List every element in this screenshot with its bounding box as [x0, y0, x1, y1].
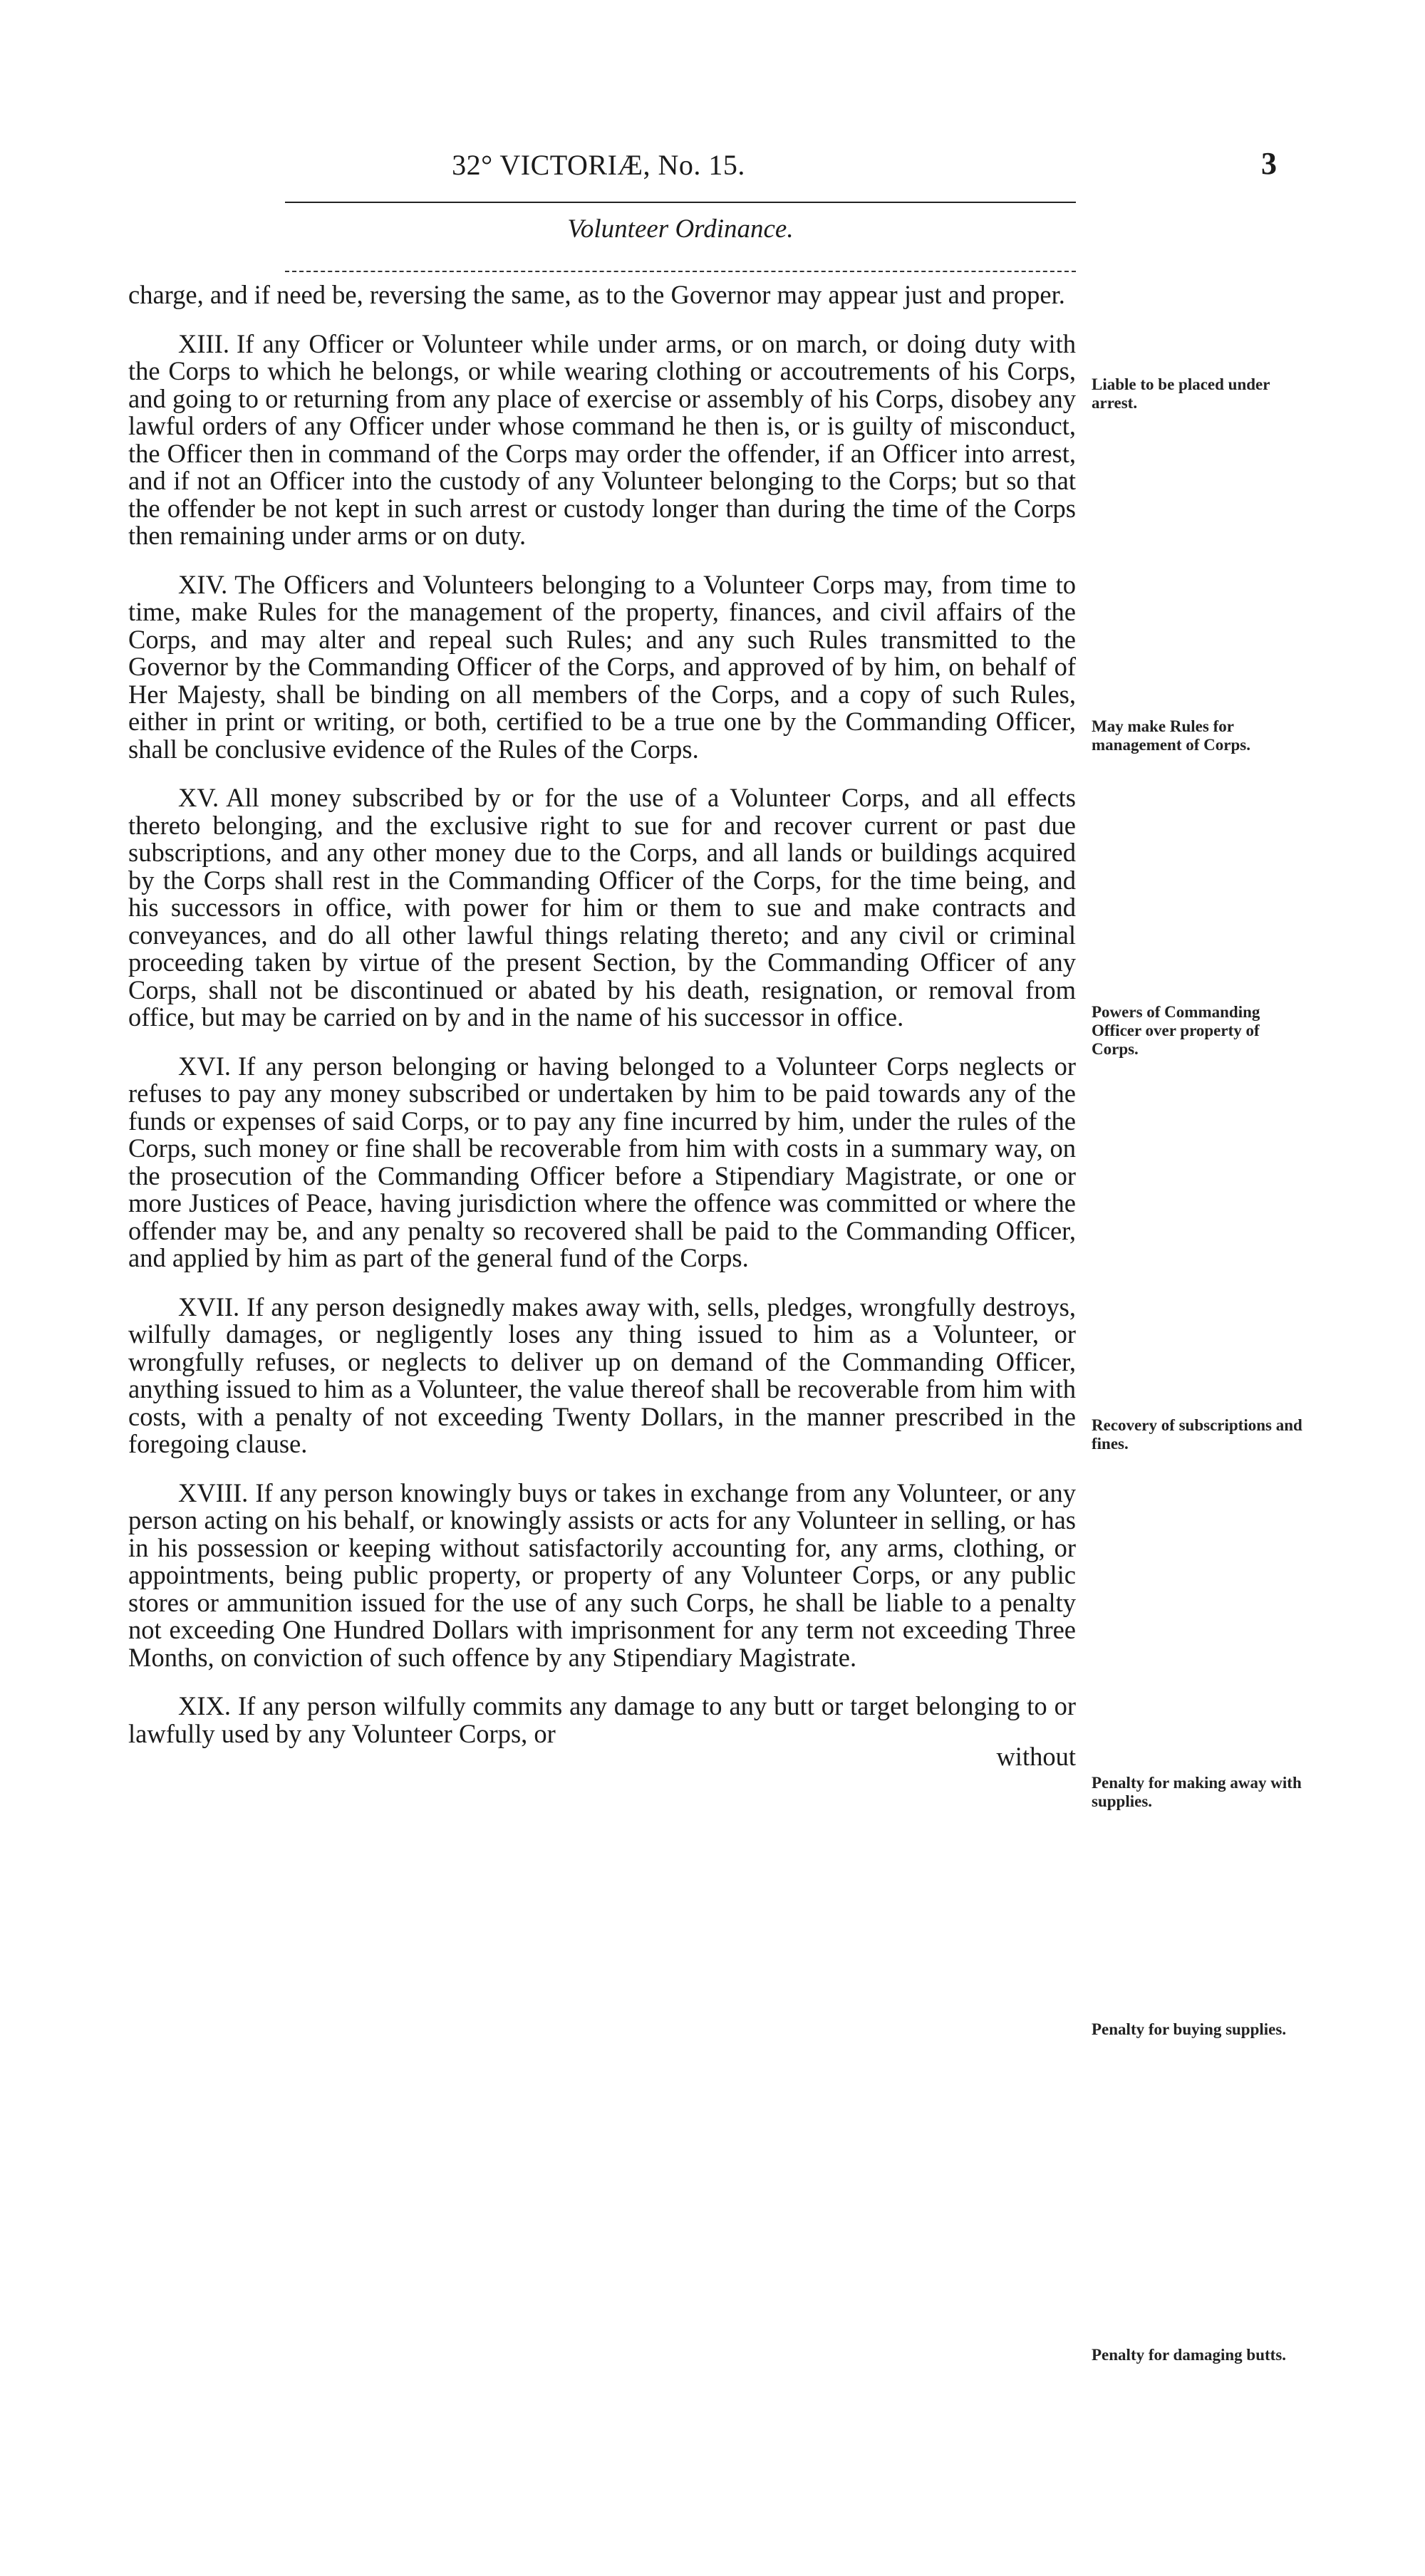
section-number: XVII. [178, 1292, 240, 1321]
running-head: 32° VICTORIÆ, No. 15. [452, 149, 745, 181]
header-rule [285, 202, 1076, 203]
section-text: If any person knowingly buys or takes in exchange from any Volunteer, or any person acting on his behalf, or knowingly assists or acts for any Volunteer in selling, or has in his possession or keeping without satisfactorily accounting for, any arms, clothing, or appointments, being public property, or property of any Volunteer Corps, or any public stores or ammunition issued for the use of any such Corps, he shall be liable to a penalty not exceeding One Hundred Dollars with imprisonment for any term not exceeding Three Months, on conviction of such offence by any Stipendiary Magistrate. [128, 1477, 1076, 1672]
sidenote-recovery: Recovery of subscriptions and fines. [1092, 1416, 1302, 1453]
catchword: without [996, 1742, 1076, 1771]
section-text: If any person wilfully commits any damage to any butt or target belonging to or lawfully used by any Volunteer Corps, or [128, 1691, 1076, 1748]
section-text: If any person designedly makes away with, sells, pledges, wrongfully destroys, wilfully damages, or negligently loses any thing issued to him as a Volunteer, or wrongfully refuses, or neglects to deliver up on demand of the Commanding Officer, anything issued to him as a Volunteer, the value thereof shall be recoverable from him with costs, with a penalty of not exceeding Twenty Dollars, in the manner prescribed in the foregoing clause. [128, 1292, 1076, 1458]
page-number: 3 [1261, 146, 1277, 181]
section-14 [128, 571, 1076, 764]
sidenote-damaging: Penalty for damaging butts. [1092, 2346, 1287, 2364]
section-16 [128, 1053, 1076, 1272]
section-number: XIV. [178, 569, 228, 599]
section-13 [128, 328, 1076, 550]
section-18 [128, 1477, 1076, 1672]
sidenote-rules: May make Rules for management of Corps. [1092, 717, 1250, 754]
section-number: XV. [178, 783, 219, 812]
section-number: XVI. [178, 1051, 231, 1081]
header-dashed-rule [285, 271, 1076, 272]
opening-paragraph: charge, and if need be, reversing the same, as to the Governor may appear just and proper. [128, 280, 1065, 309]
section-19 [128, 1693, 1076, 1747]
section-15 [128, 784, 1076, 1032]
sidenote-making-away: Penalty for making away with supplies. [1092, 1774, 1302, 1810]
section-number: XVIII. [178, 1477, 249, 1507]
sidenote-arrest: Liable to be placed under arrest. [1092, 375, 1270, 412]
section-17 [128, 1294, 1076, 1458]
sidenote-buying: Penalty for buying supplies. [1092, 2020, 1287, 2038]
section-number: XIII. [178, 328, 229, 358]
section-text: All money subscribed by or for the use of a Volunteer Corps, and all effects thereto belonging, and the exclusive right to sue for and recover current or past due subscriptions, and any other money due to the Corps, and all lands or buildings acquired by the Corps shall rest in the Commanding Officer of the Corps, for the time being, and his successors in office, with power for him or them to sue and make contracts and conveyances, and do all other lawful things relating thereto; and any civil or criminal proceeding taken by virtue of the present Section, by the Commanding Officer of any Corps, shall not be discontinued or abated by his death, resignation, or removal from office, but may be carried on by and in the name of his successor in office. [128, 783, 1076, 1032]
section-text: If any person belonging or having belonged to a Volunteer Corps neglects or refuses to pay any money subscribed or undertaken by him to be paid towards any of the funds or expenses of said Corps, or to pay any fine incurred by him, under the rules of the Corps, such money or fine shall be recoverable from him with costs in a summary way, on the prosecution of the Commanding Officer before a Stipendiary Magistrate, or one or more Justices of Peace, having jurisdiction where the offence was committed or where the offender may be, and any penalty so recovered shall be paid to the Commanding Officer, and applied by him as part of the general fund of the Corps. [128, 1051, 1076, 1272]
sidenote-commanding-officer: Powers of Commanding Officer over property of Corps. [1092, 1003, 1260, 1058]
section-text: If any Officer or Volunteer while under arms, or on march, or doing duty with the Corps to which he belongs, or while wearing clothing or accoutrements of his Corps, and going to or returning from any place of exercise or assembly of his Corps, disobey any lawful orders of any Officer under whose command he then is, or is guilty of misconduct, the Officer then in command of the Corps may order the offender, if an Officer into arrest, and if not an Officer into the custody of any Volunteer belonging to the Corps; but so that the offender be not kept in such arrest or custody longer than during the time of the Corps then remaining under arms or on duty. [128, 328, 1076, 550]
section-text: The Officers and Volunteers belonging to a Volunteer Corps may, from time to time, make Rules for the management of the property, finances, and civil affairs of the Corps, and may alter and repeal such Rules; and any such Rules transmitted to the Governor by the Commanding Officer of the Corps, and approved of by him, on behalf of Her Majesty, shall be binding on all members of the Corps, and a copy of such Rules, either in print or writing, or both, certified to be a true one by the Commanding Officer, shall be conclusive evidence of the Rules of the Corps. [128, 569, 1076, 764]
body-text [128, 281, 1076, 1771]
ordinance-subtitle: Volunteer Ordinance. [567, 214, 794, 244]
section-number: XIX. [178, 1691, 231, 1720]
